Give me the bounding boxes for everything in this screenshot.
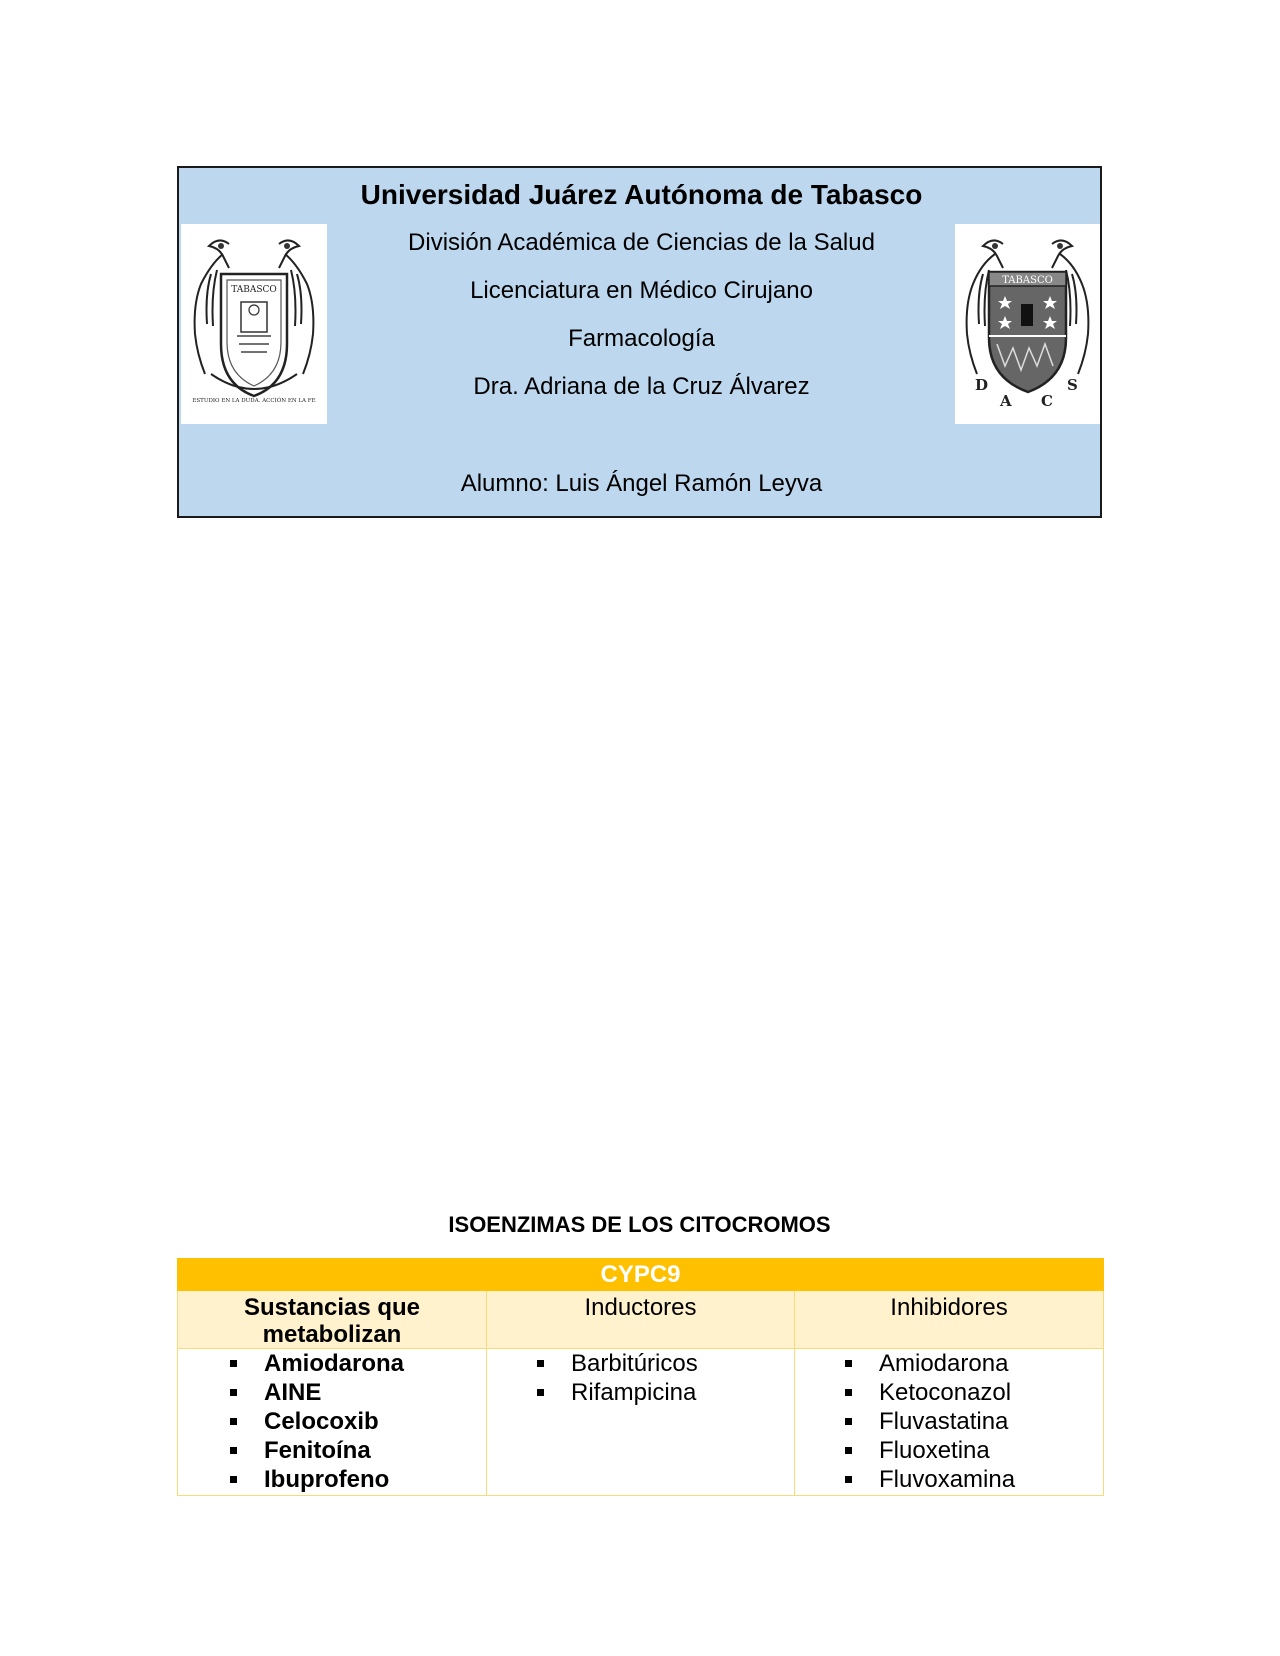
inducers-list bbox=[487, 1349, 794, 1407]
list-item: Fluoxetina bbox=[845, 1436, 1103, 1465]
list-item: Fluvoxamina bbox=[845, 1465, 1103, 1494]
university-name: Universidad Juárez Autónoma de Tabasco bbox=[360, 179, 923, 210]
substances-list bbox=[178, 1349, 486, 1494]
division-name: División Académica de Ciencias de la Salud bbox=[408, 229, 875, 256]
list-item: Celocoxib bbox=[230, 1407, 486, 1436]
table-title-row bbox=[178, 1259, 1104, 1291]
header-box bbox=[177, 166, 1102, 518]
inhibitors-list bbox=[795, 1349, 1103, 1494]
table-title: CYPC9 bbox=[178, 1259, 1104, 1291]
svg-text:C: C bbox=[1041, 392, 1053, 410]
teacher-name: Dra. Adriana de la Cruz Álvarez bbox=[473, 373, 810, 400]
university-seal-logo bbox=[181, 224, 327, 424]
svg-text:S: S bbox=[1067, 376, 1078, 394]
cytochrome-table bbox=[177, 1258, 1104, 1496]
list-item: Amiodarona bbox=[230, 1349, 486, 1378]
list-item: Ibuprofeno bbox=[230, 1465, 486, 1494]
inducers-cell bbox=[487, 1349, 795, 1496]
list-item: Barbitúricos bbox=[537, 1349, 794, 1378]
svg-text:D: D bbox=[975, 376, 989, 394]
column-header-inducers: Inductores bbox=[487, 1291, 795, 1349]
column-header-substances: Sustancias que metabolizan bbox=[178, 1291, 487, 1349]
svg-text:ESTUDIO EN LA DUDA. ACCIÓN EN: ESTUDIO EN LA DUDA. ACCIÓN EN LA FE bbox=[192, 398, 316, 404]
dacs-seal-logo bbox=[955, 224, 1100, 424]
svg-text:TABASCO: TABASCO bbox=[1002, 275, 1053, 286]
substances-cell bbox=[178, 1349, 487, 1496]
list-item: Amiodarona bbox=[845, 1349, 1103, 1378]
eagle-shield-icon bbox=[181, 224, 327, 424]
inhibitors-cell bbox=[795, 1349, 1104, 1496]
list-item: AINE bbox=[230, 1378, 486, 1407]
seal-text: TABASCO bbox=[231, 285, 277, 295]
list-item: Rifampicina bbox=[537, 1378, 794, 1407]
student-name: Alumno: Luis Ángel Ramón Leyva bbox=[460, 470, 823, 497]
svg-text:A: A bbox=[1000, 392, 1012, 410]
subject-name: Farmacología bbox=[568, 325, 715, 352]
list-item: Fenitoína bbox=[230, 1436, 486, 1465]
section-title: ISOENZIMAS DE LOS CITOCROMOS bbox=[448, 1212, 831, 1237]
table-row bbox=[178, 1349, 1104, 1496]
list-item: Ketoconazol bbox=[845, 1378, 1103, 1407]
column-header-row bbox=[178, 1291, 1104, 1349]
column-header-inhibitors: Inhibidores bbox=[795, 1291, 1104, 1349]
list-item: Fluvastatina bbox=[845, 1407, 1103, 1436]
degree-name: Licenciatura en Médico Cirujano bbox=[470, 277, 813, 304]
eagle-shield-icon bbox=[955, 224, 1100, 424]
